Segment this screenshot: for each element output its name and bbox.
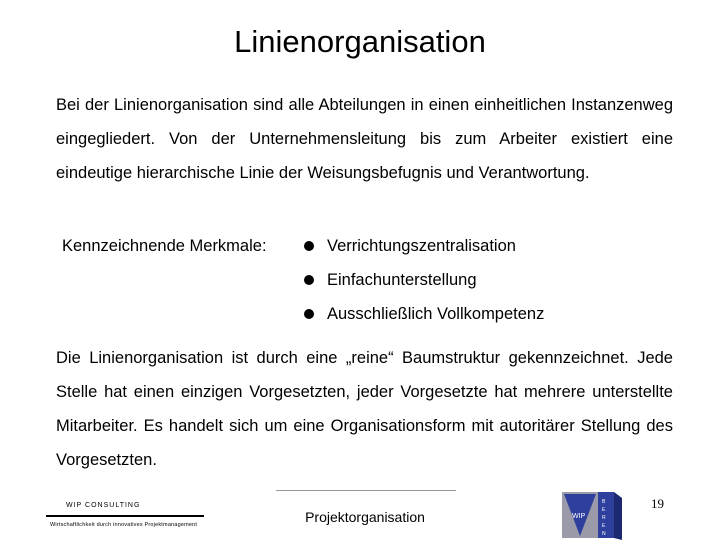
svg-text:N: N: [602, 531, 606, 537]
list-item-text: Einfachunterstellung: [327, 271, 477, 289]
bullet-icon: [304, 241, 314, 251]
list-item: [303, 297, 544, 331]
bullet-icon: [304, 309, 314, 319]
footer-title: Projektorganisation: [305, 509, 425, 525]
svg-text:E: E: [602, 507, 606, 513]
svg-text:E: E: [602, 523, 606, 529]
footer-company: WIP CONSULTING: [66, 502, 141, 509]
list-item-text: Ausschließlich Vollkompetenz: [327, 305, 545, 323]
structure-paragraph: Die Linienorganisation ist durch eine „reine“ Baumstruktur gekennzeichnet. Jede Stelle hat einen einzigen Vorgesetzten, jeder Vorgesetzte hat mehrere unterstellte Mitarbeiter. Es handelt sich um eine Organisationsform mit autoritärer Stellung des Vorgesetzten.: [56, 349, 673, 469]
footer-tagline: Wirtschaftlichkeit durch innovatives Projektmanagement: [50, 522, 198, 528]
features-label: Kennzeichnende Merkmale:: [62, 237, 267, 255]
svg-text:R: R: [602, 515, 606, 521]
intro-paragraph: Bei der Linienorganisation sind alle Abteilungen in einen einheitlichen Instanzenweg eingegliedert. Von der Unternehmensleitung bis zum Arbeiter existiert eine eindeutige hierarchische Linie der Weisungsbefugnis und Verantwortung.: [56, 96, 673, 182]
features-list: [303, 229, 544, 331]
svg-text:WIP: WIP: [572, 513, 586, 520]
list-item-text: Verrichtungszentralisation: [327, 237, 516, 255]
wip-logo-icon: [560, 488, 638, 540]
slide-title: Linienorganisation: [234, 24, 486, 59]
footer-center-divider: [276, 490, 456, 491]
list-item: [303, 229, 544, 263]
page-number: 19: [651, 496, 664, 511]
footer-divider: [46, 515, 204, 517]
bullet-icon: [304, 275, 314, 285]
svg-text:B: B: [602, 499, 606, 505]
list-item: [303, 263, 544, 297]
